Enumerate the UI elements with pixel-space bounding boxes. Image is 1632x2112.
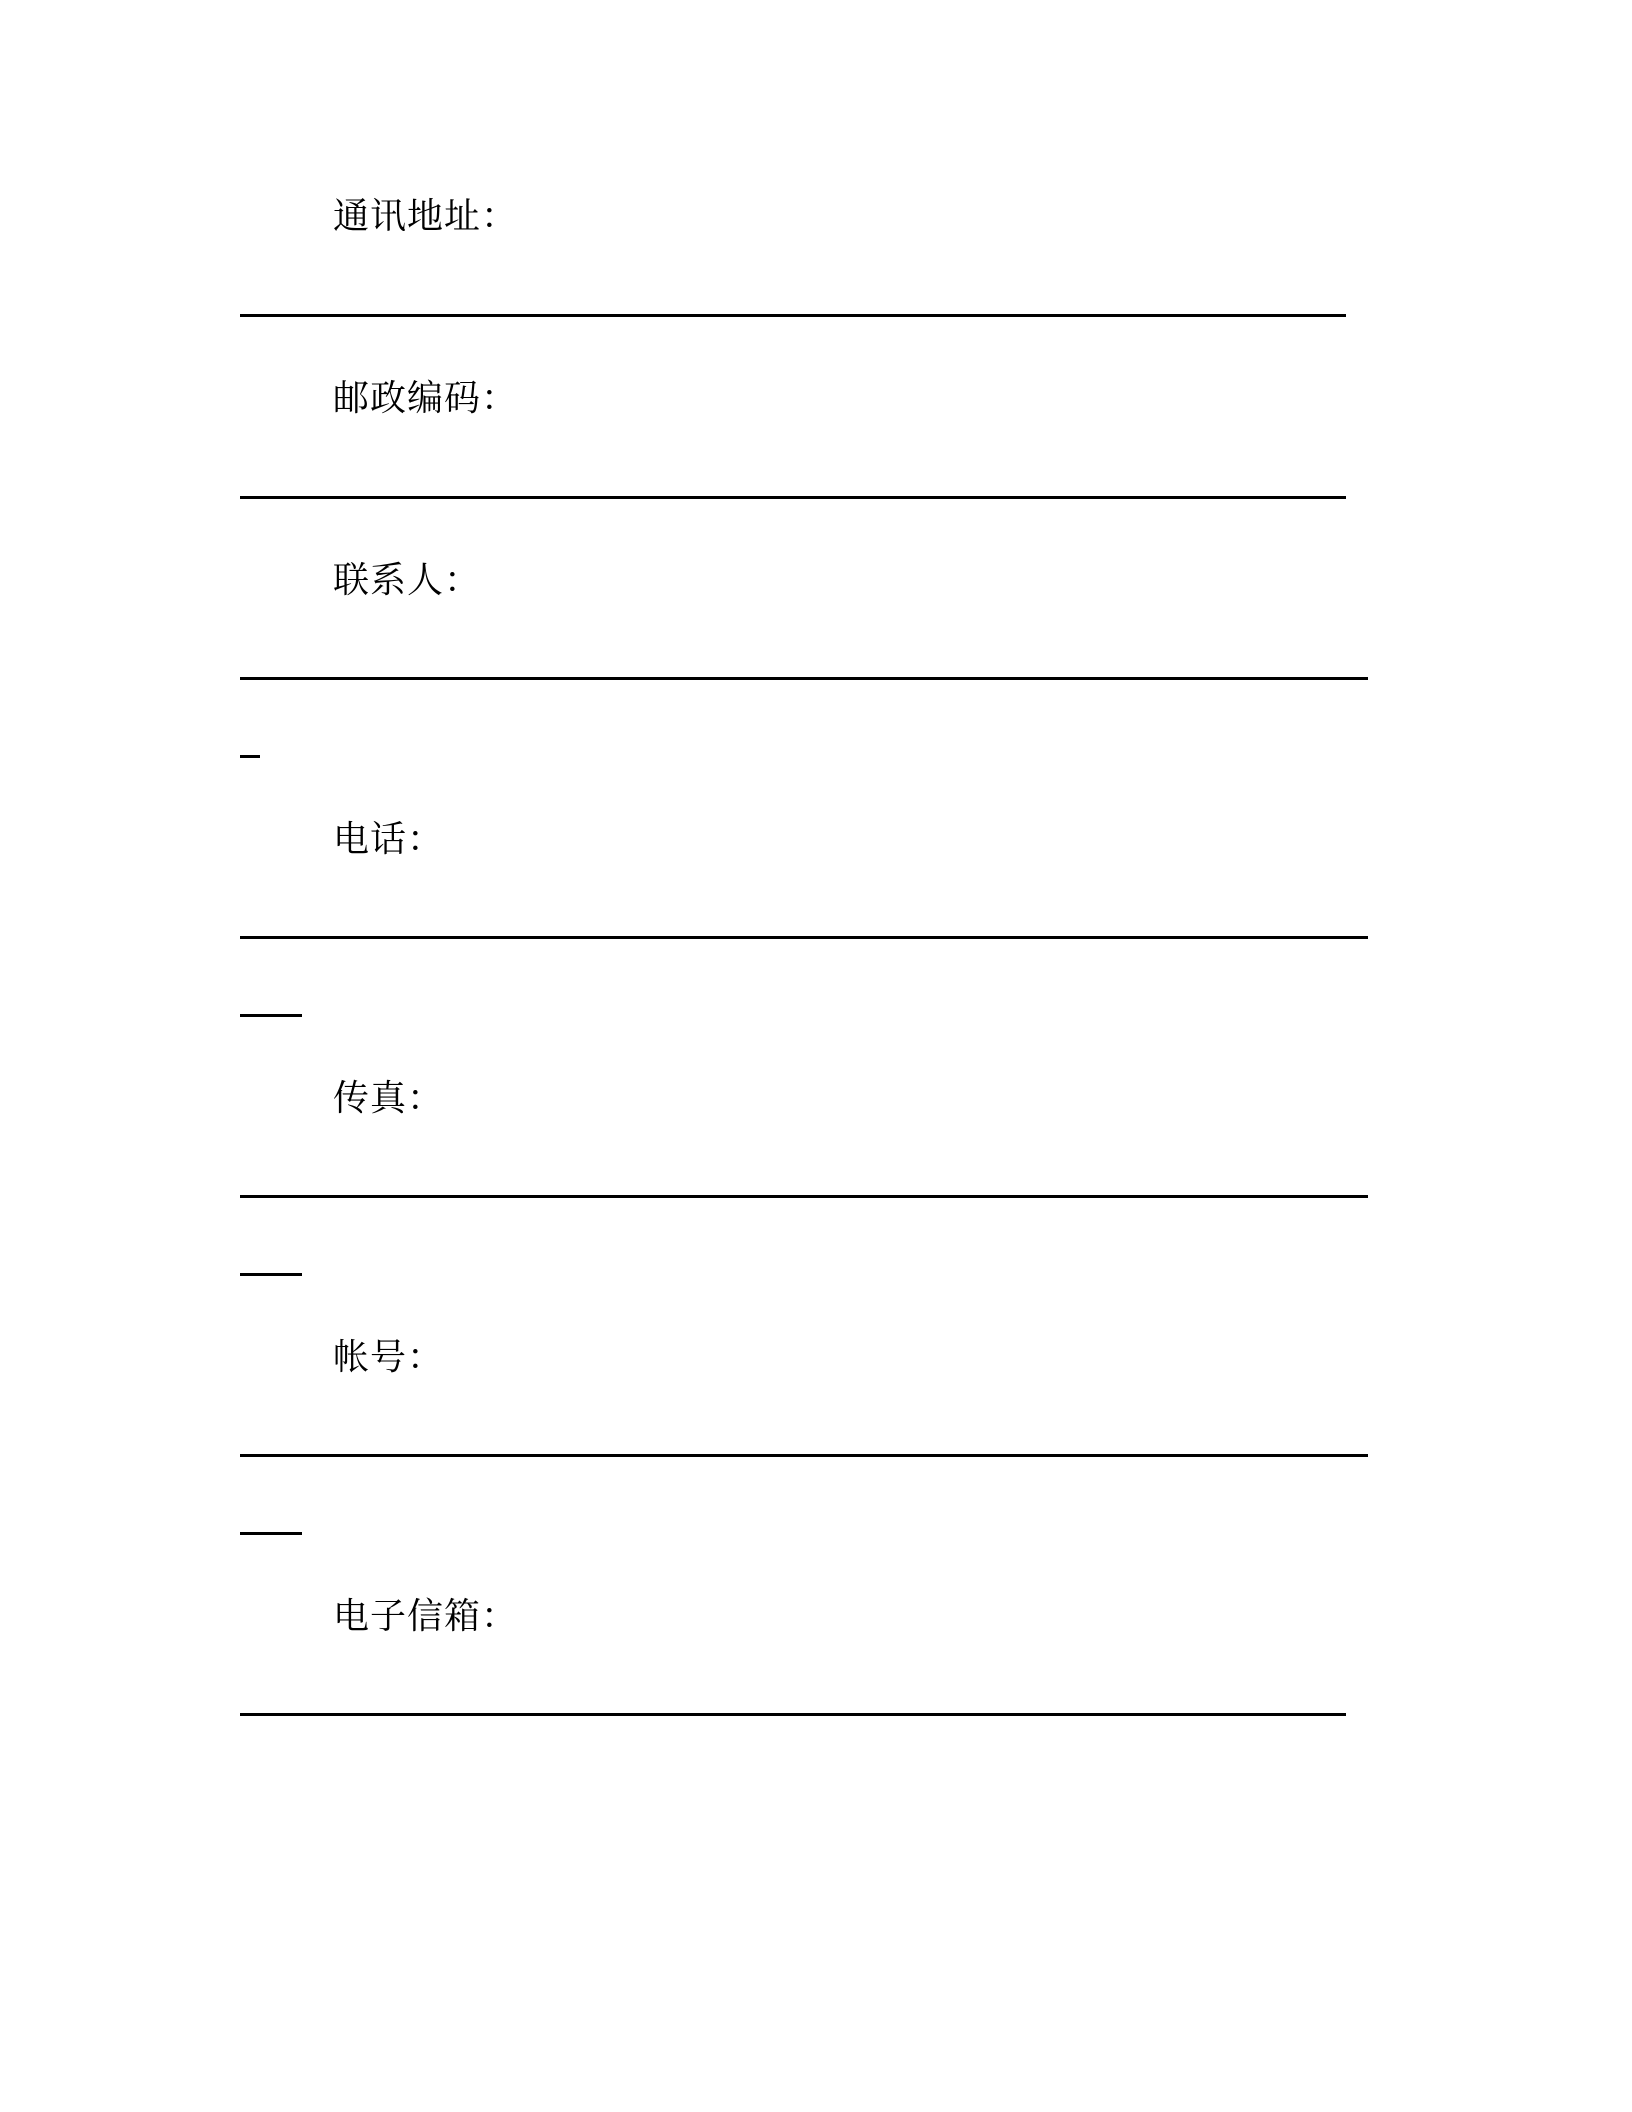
- field-label-email: 电子信箱：: [333, 1596, 519, 1637]
- postal-code-blank-line: [240, 496, 1346, 499]
- field-label-address: 通讯地址：: [333, 196, 519, 237]
- fax-blank-line: [240, 1195, 1368, 1198]
- phone-blank-line: [240, 936, 1368, 939]
- account-number-blank-line-continuation: [240, 1532, 302, 1535]
- contact-person-blank-line-continuation: [240, 755, 260, 758]
- field-label-fax: 传真：: [333, 1078, 445, 1119]
- field-label-contact-person: 联系人：: [333, 560, 482, 601]
- contact-person-blank-line: [240, 677, 1368, 680]
- account-number-blank-line: [240, 1454, 1368, 1457]
- fax-blank-line-continuation: [240, 1273, 302, 1276]
- field-label-phone: 电话：: [333, 819, 445, 860]
- email-blank-line: [240, 1713, 1346, 1716]
- address-blank-line: [240, 314, 1346, 317]
- phone-blank-line-continuation: [240, 1014, 302, 1017]
- field-label-account-number: 帐号：: [333, 1337, 445, 1378]
- field-label-postal-code: 邮政编码：: [333, 378, 519, 419]
